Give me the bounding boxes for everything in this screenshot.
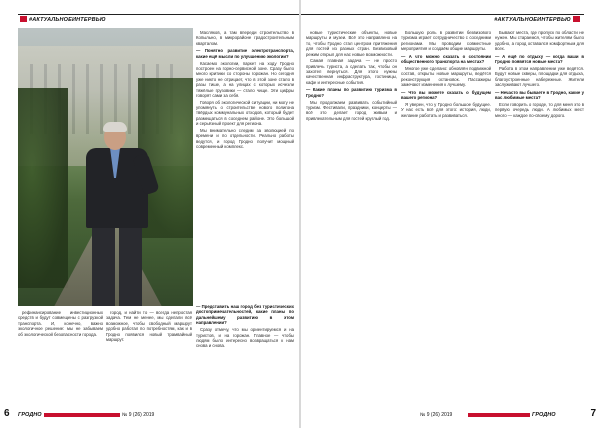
right-article-column-3 <box>495 30 584 406</box>
article-paragraph: рефинансирование инвестиционных средств и будут совмещены с разгрузкой транспорта. И, конечно, важно экологичное решение: мы не забываем об экологической безопасности города. <box>18 310 103 337</box>
article-paragraph: новые туристические объекты, новые маршруты и музеи. Всё это направлено на то, чтобы Гродно стал центром притяжения для гостей из разных стран. Безвизовый режим открыл для нас новые возможности. <box>306 30 397 57</box>
interview-question: — Представить наш город без туристических достопримечательностей, какие планы по дальнейшему развитию в этом направлении? <box>196 304 294 326</box>
article-paragraph: Бывают места, где пропуск по области не нужен. Мы стараемся, чтобы жителям было удобно, а город оставался комфортным для всех. <box>495 30 584 52</box>
left-article-column-2 <box>18 310 103 405</box>
interview-question: — Что вы можете сказать о будущем вашего региона? <box>401 90 491 101</box>
right-footer-issue: № 9 (26) 2019 <box>420 412 453 418</box>
interview-question: — Какие планы по развитию туризма в Гродно? <box>306 87 397 98</box>
right-section-tag <box>494 16 580 23</box>
article-paragraph: Если говорить о городе, то для меня это в первую очередь люди. А любимых мест много — каждое по-своему дорого. <box>495 101 584 118</box>
interview-question: — Нечасто вы бываете в Гродно, какие у вас любимые места? <box>495 90 584 101</box>
left-footer-brand: ГРОДНО <box>18 412 42 418</box>
interview-question: — А что можно сказать о состоянии общественного транспорта на местах? <box>401 54 491 65</box>
right-article-column-2 <box>401 30 491 406</box>
left-footer-red-bar <box>44 413 120 417</box>
interview-question: — Понятно развитие электротранспорта, какие ещё мысли по улучшению экологии? <box>196 48 294 59</box>
interview-question: — А ещё по отдыху — когда ваши в Гродно появятся новые места? <box>495 54 584 65</box>
article-paragraph: Большую роль в развитии безвизового туризма играет сотрудничество с соседними регионами. Мы проводим совместные мероприятия и создаём общие маршруты. <box>401 30 491 52</box>
left-article-column-3 <box>106 310 192 405</box>
article-paragraph: Касаемо экологии, паркет на ходу Гродно построен на горно-сервисной зоне. Сразу было много критики со стороны горожан. Но сегодня уже никто не отрицает, что в этой зоне стало в разы тише, а на улицах с которых исчезли тяжёлые грузовики — стало чище. Эти цифры говорят сами за себя. <box>196 60 294 98</box>
left-section-tag <box>20 16 106 23</box>
article-paragraph: Я уверен, что у Гродно большое будущее. У нас есть всё для этого: история, люди, желание работать и развиваться. <box>401 101 491 118</box>
article-paragraph: Мы внимательно следим за эволюцией по времени и по отдельности. Реально работы ведутся, и город Гродно получит мощный современный комплекс. <box>196 127 294 149</box>
right-page-number: 7 <box>590 408 596 419</box>
photo-trees-left <box>18 88 68 288</box>
red-marker-icon <box>573 16 580 22</box>
right-footer-red-bar <box>468 413 530 417</box>
article-paragraph: Работа в этом направлении уже ведётся. Будут новые скверы, площадки для отдыха, благоустроенные набережные. Жители заслуживают лучшего. <box>495 65 584 88</box>
left-page-number: 6 <box>4 408 10 419</box>
article-paragraph: Многое уже сделано: обновлён подвижной состав, открыты новые маршруты, ведётся реконструкция остановок. Пассажиры замечают изменения к лучшему. <box>401 65 491 88</box>
article-paragraph: Мы продолжаем развивать событийный туризм. Фестивали, праздники, концерты — всё это делает город живым и привлекательным для гостей круглый год. <box>306 99 397 121</box>
right-article-column-1 <box>306 30 397 406</box>
left-article-column-4 <box>196 302 294 405</box>
page-gutter <box>299 0 301 428</box>
person-legs <box>92 226 142 306</box>
left-article-column-1 <box>196 30 294 298</box>
article-paragraph: Сразу отмечу, что мы ориентируемся и на туристов, и на горожан. Главное — чтобы людям было интересно возвращаться к нам снова и снова. <box>196 327 294 349</box>
photo-person <box>82 124 166 306</box>
red-marker-icon <box>20 16 27 22</box>
article-paragraph: Масляков, а там впереди строительство в Копыльно, в микрорайоне градостроительным кварталом. <box>196 30 294 46</box>
article-paragraph: Самая главная задача — не просто привлечь туриста, а сделать так, чтобы он захотел вернуться. Для этого нужны качественная инфраструктура, гостиницы, кафе и интересные события. <box>306 58 397 85</box>
article-paragraph: город, и найти то — всегда непростая задача. Тем не менее, мы сделали всё возможное, чтобы свободный маршрут удобно работал по потребностям, как и в Гродно появился новый трамвайный маршрут. <box>106 310 192 343</box>
left-section-tag-text: #АКТУАЛЬНОЕИНТЕРВЬЮ <box>29 17 106 23</box>
right-section-tag-text: #АКТУАЛЬНОЕИНТЕРВЬЮ <box>494 17 571 23</box>
person-hair <box>103 122 127 132</box>
right-footer-brand: ГРОДНО <box>532 412 556 418</box>
article-paragraph: Говоря об экологической ситуации, ни могу не упомянуть о строительстве нового полигона твёрдых коммунальных отходов, который будет размещаться в соседнем районе. Это большой и серьёзный проект для региона. <box>196 99 294 127</box>
portrait-photo <box>18 28 193 306</box>
left-footer-issue: № 9 (26) 2019 <box>122 412 155 418</box>
